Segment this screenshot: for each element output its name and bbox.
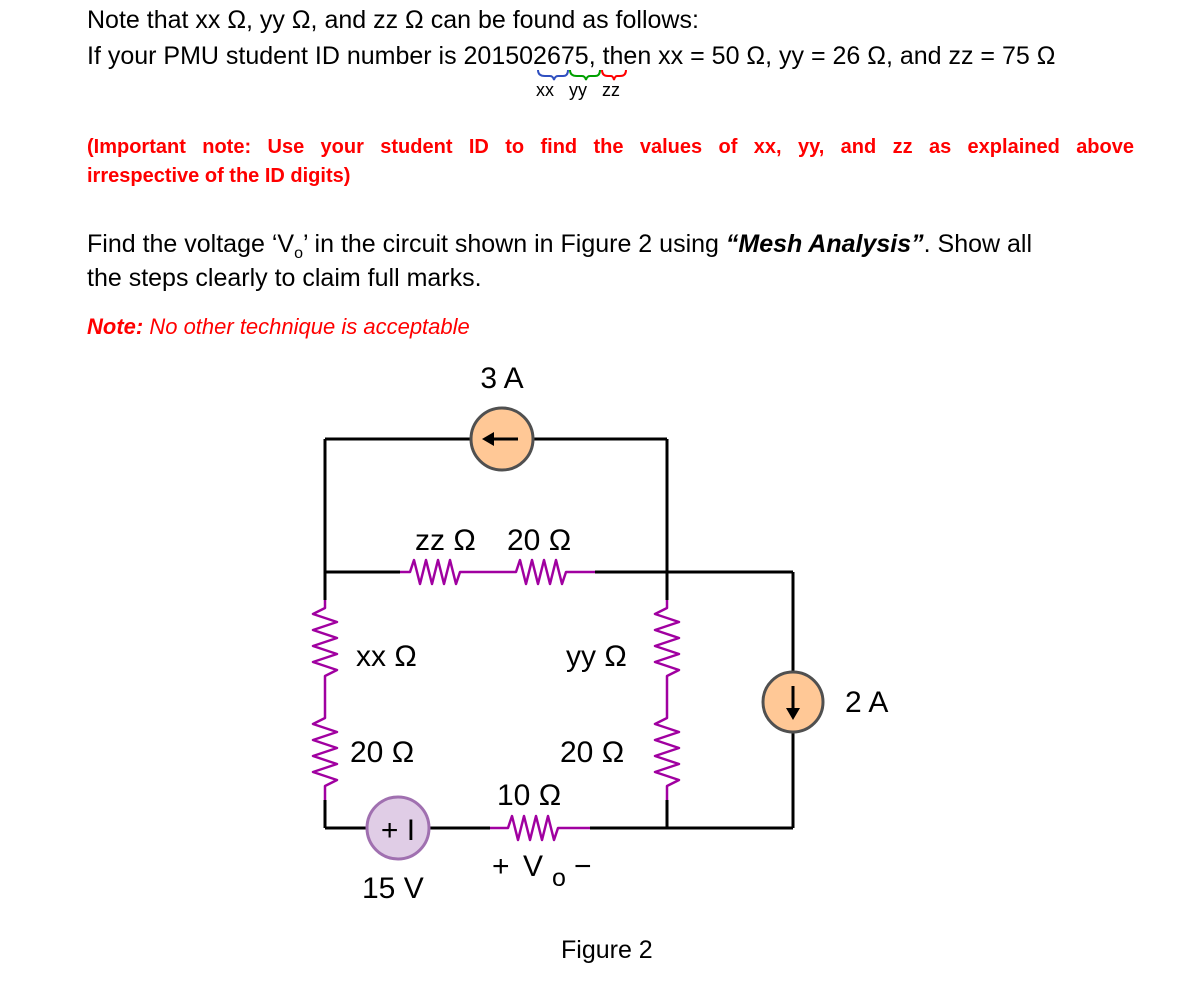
wires	[325, 439, 793, 828]
important-note-line-1: (Important note: Use your student ID to find the values of xx, yy, and zz as explained above	[87, 136, 1134, 158]
question-sub: o	[294, 245, 303, 262]
label-20-top: 20 Ω	[507, 524, 572, 557]
student-id-zz: 5	[574, 42, 589, 70]
current-source-2a	[763, 672, 823, 732]
question-emphasis: “Mesh Analysis”	[725, 230, 924, 258]
current-source-3a	[471, 408, 533, 470]
intro-line-1: Note that xx Ω, yy Ω, and zz Ω can be found as follows:	[87, 6, 699, 34]
label-10: 10 Ω	[497, 779, 562, 812]
label-xx: xx Ω	[356, 640, 417, 673]
brace-yy	[570, 70, 600, 80]
important-note-line-2: irrespective of the ID digits)	[87, 165, 351, 187]
resistor-xx	[313, 600, 337, 690]
question-suffix: . Show all	[923, 230, 1033, 258]
label-20-left: 20 Ω	[350, 736, 415, 769]
label-15v: 15 V	[362, 872, 424, 905]
vo-minus: −	[574, 850, 592, 883]
label-20-right: 20 Ω	[560, 736, 625, 769]
student-id-xx: 02	[519, 42, 547, 70]
id-mark-zz: zz	[602, 80, 620, 100]
intro-line-2-prefix: If your PMU student ID number is	[87, 42, 464, 70]
intro-line-2-suffix: , then xx = 50 Ω, yy = 26 Ω, and zz = 75 Ω	[588, 42, 1056, 70]
question-mid: ’ in the circuit shown in Figure 2 using	[302, 230, 726, 258]
brace-xx	[538, 70, 568, 80]
resistor-20-top	[510, 560, 595, 584]
technique-note-text: No other technique is acceptable	[143, 314, 470, 339]
voltage-source-15v	[367, 797, 429, 859]
resistors	[313, 560, 679, 840]
label-3a: 3 A	[480, 362, 524, 395]
student-id-yy: 67	[546, 42, 575, 70]
vo-plus: +	[492, 850, 510, 883]
vs-polarity: + I	[380, 814, 416, 847]
resistor-zz	[400, 560, 466, 584]
student-id-part: 2015	[463, 42, 520, 70]
id-mark-xx: xx	[536, 80, 554, 100]
technique-note-label: Note:	[87, 314, 144, 339]
vo-label: V	[523, 850, 544, 883]
resistor-10	[490, 816, 590, 840]
brace-zz	[602, 70, 626, 80]
vo-sub: o	[552, 864, 566, 892]
question-line-2: the steps clearly to claim full marks.	[87, 264, 482, 292]
label-2a: 2 A	[845, 686, 889, 719]
question-prefix: Find the voltage ‘V	[87, 230, 295, 258]
resistor-20-left	[313, 700, 337, 800]
label-yy: yy Ω	[566, 640, 627, 673]
label-zz: zz Ω	[415, 524, 476, 557]
resistor-yy	[655, 600, 679, 690]
resistor-20-right	[655, 700, 679, 800]
figure-caption: Figure 2	[561, 936, 653, 964]
id-braces	[538, 70, 626, 80]
id-mark-yy: yy	[569, 80, 587, 100]
